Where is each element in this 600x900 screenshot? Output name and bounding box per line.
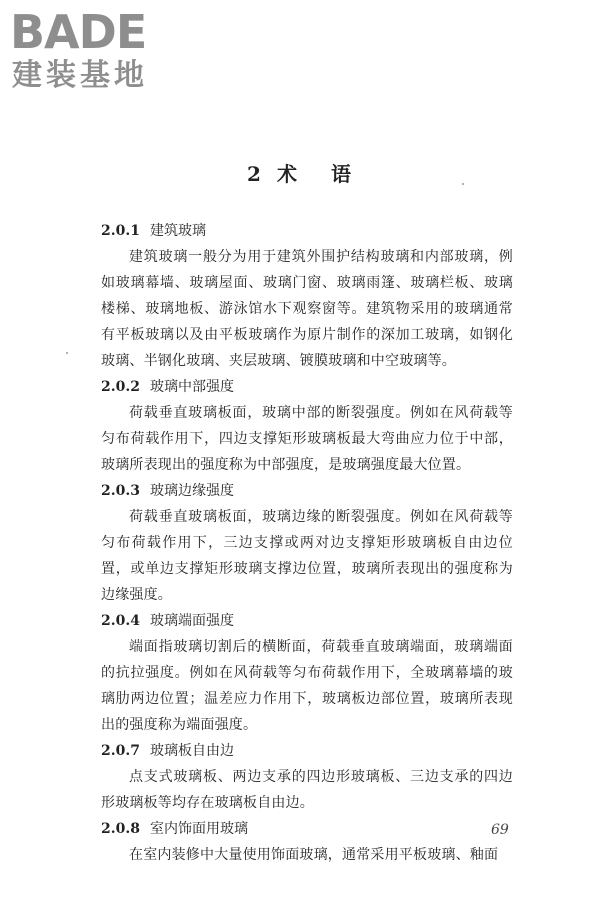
logo-wordmark: BADE bbox=[10, 5, 147, 59]
paragraph-line: 出的强度称为端面强度。 bbox=[101, 717, 258, 733]
terms-content bbox=[101, 218, 513, 868]
section-heading bbox=[101, 478, 513, 504]
paragraph-line: 如玻璃幕墙、玻璃屋面、玻璃门窗、玻璃雨篷、玻璃栏板、玻璃 bbox=[101, 275, 513, 291]
section-number: 2.0.4 bbox=[101, 613, 140, 629]
section-heading bbox=[101, 374, 513, 400]
chapter-title bbox=[0, 158, 600, 187]
paragraph-line: 端面指玻璃切割后的横断面，荷载垂直玻璃端面，玻璃端面 bbox=[129, 639, 513, 655]
section-number: 2.0.8 bbox=[101, 821, 140, 837]
section-heading bbox=[101, 738, 513, 764]
paragraph-line: 形玻璃板等均存在玻璃板自由边。 bbox=[101, 795, 314, 811]
paragraph-line: 楼梯、玻璃地板、游泳馆水下观察窗等。建筑物采用的玻璃通常 bbox=[101, 301, 513, 317]
paragraph-line: 荷载垂直玻璃板面，玻璃边缘的断裂强度。例如在风荷载等 bbox=[129, 509, 513, 525]
section-title: 室内饰面用玻璃 bbox=[149, 821, 248, 837]
paragraph-line: 璃肋两边位置；温差应力作用下，玻璃板边部位置，玻璃所表现 bbox=[101, 691, 513, 707]
paragraph-line: 玻璃所表现出的强度称为中部强度，是玻璃强度最大位置。 bbox=[101, 457, 471, 473]
chapter-title-part1: 术 bbox=[276, 162, 299, 186]
logo-subtitle: 建装基地 bbox=[12, 58, 148, 93]
paragraph-line: 在室内装修中大量使用饰面玻璃，通常采用平板玻璃、釉面 bbox=[129, 847, 499, 863]
section-heading bbox=[101, 608, 513, 634]
page-number: 69 bbox=[491, 822, 509, 838]
paragraph-line: 边缘强度。 bbox=[101, 587, 172, 603]
section-title: 玻璃板自由边 bbox=[149, 743, 234, 759]
chapter-title-part2: 语 bbox=[330, 162, 353, 186]
section-heading bbox=[101, 816, 513, 842]
section-title: 玻璃中部强度 bbox=[149, 379, 234, 395]
paragraph-line: 点支式玻璃板、两边支承的四边形玻璃板、三边支承的四边 bbox=[129, 769, 513, 785]
section-heading bbox=[101, 218, 513, 244]
section-number: 2.0.1 bbox=[101, 223, 140, 239]
paragraph-line: 的抗拉强度。例如在风荷载等匀布荷载作用下，全玻璃幕墙的玻 bbox=[101, 665, 513, 681]
section-title: 玻璃端面强度 bbox=[149, 613, 234, 629]
scan-speck bbox=[462, 183, 464, 185]
section-number: 2.0.2 bbox=[101, 379, 140, 395]
scan-speck bbox=[66, 352, 68, 354]
paragraph-line: 有平板玻璃以及由平板玻璃作为原片制作的深加工玻璃，如钢化 bbox=[101, 327, 513, 343]
section-number: 2.0.3 bbox=[101, 483, 140, 499]
paragraph-line: 荷载垂直玻璃板面，玻璃中部的断裂强度。例如在风荷载等 bbox=[129, 405, 513, 421]
bade-logo bbox=[10, 6, 180, 101]
paragraph-line: 置，或单边支撑矩形玻璃支撑边位置，玻璃所表现出的强度称为 bbox=[101, 561, 513, 577]
paragraph-line: 玻璃、半钢化玻璃、夹层玻璃、镀膜玻璃和中空玻璃等。 bbox=[101, 353, 456, 369]
section-title: 建筑玻璃 bbox=[149, 223, 206, 239]
section-title: 玻璃边缘强度 bbox=[149, 483, 234, 499]
paragraph-line: 建筑玻璃一般分为用于建筑外围护结构玻璃和内部玻璃，例 bbox=[129, 249, 513, 265]
paragraph-line: 匀布荷载作用下，三边支撑或两对边支撑矩形玻璃板自由边位 bbox=[101, 535, 513, 551]
chapter-number: 2 bbox=[247, 162, 263, 186]
paragraph-line: 匀布荷载作用下，四边支撑矩形玻璃板最大弯曲应力位于中部， bbox=[101, 431, 513, 447]
section-number: 2.0.7 bbox=[101, 743, 140, 759]
